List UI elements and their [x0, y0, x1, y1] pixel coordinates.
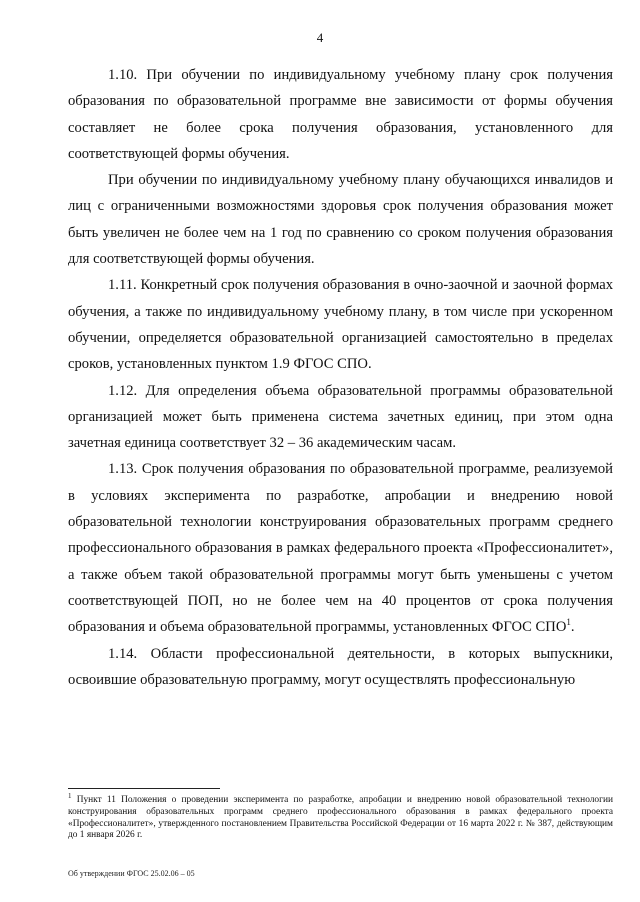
footnote-marker: 1: [68, 791, 72, 800]
paragraph-1-14: 1.14. Области профессиональной деятельности, в которых выпускники, освоившие образовательную программу, могут осуществлять профессиональную: [68, 645, 613, 688]
paragraph-1-10: 1.10. При обучении по индивидуальному учебному плану срок получения образования по образовательной программе вне зависимости от формы обучения составляет не более срока получения образования, установленного для соответствующей формы обучения.: [68, 67, 613, 162]
document-body: [68, 62, 613, 693]
footnote-text: Пункт 11 Положения о проведении эксперимента по разработке, апробации и внедрению новой образовательной технологии конструирования образовательных программ среднего профессионального образования в рамках федерального проекта «Профессионалитет», утвержденного постановлением Правительства Российской Федерации от 16 марта 2022 г. № 387, действующим до 1 января 2026 г.: [68, 795, 613, 841]
footnote: [68, 791, 613, 842]
paragraph-1-13-text: 1.13. Срок получения образования по образовательной программе, реализуемой в условиях эксперимента по разработке, апробации и внедрению новой образовательной технологии конструирования образовательных программ среднего профессионального образования в рамках федерального проекта «Профессионалитет», а также объем такой образовательной программы могут быть уменьшены с учетом соответствующей ПОП, но не более чем на 40 процентов от срока получения образования и объема образовательной программы, установленных ФГОС СПО: [68, 461, 613, 636]
paragraph-1-10-disabled: При обучении по индивидуальному учебному плану обучающихся инвалидов и лиц с ограниченными возможностями здоровья срок получения образования может быть увеличен не более чем на 1 год по сравнению со сроком получения образования для соответствующей формы обучения.: [68, 172, 613, 268]
paragraph-1-12: 1.12. Для определения объема образовательной программы образовательной организацией может быть применена система зачетных единиц, при этом одна зачетная единица соответствует 32 – 36 академическим часам.: [68, 382, 613, 452]
page-number: 4: [316, 30, 324, 45]
paragraph-1-13: 1.13. Срок получения образования по образовательной программе, реализуемой в условиях эксперимента по разработке, апробации и внедрению новой образовательной технологии конструирования образовательных программ среднего профессионального образования в рамках федерального проекта «Профессионалитет», а также объем такой образовательной программы могут быть уменьшены с учетом соответствующей ПОП, но не более чем на 40 процентов от срока получения образования и объема образовательной программы, установленных ФГОС СПО$^1$.: [68, 461, 613, 636]
document-footer: Об утверждении ФГОС 25.02.06 – 05: [68, 869, 195, 878]
footnote-separator: [68, 788, 220, 789]
paragraph-1-11: 1.11. Конкретный срок получения образования в очно-заочной и заочной формах обучения, а также по индивидуальному учебному плану, в том числе при ускоренном обучении, определяется образовательной организацией самостоятельно в пределах сроков, установленных пунктом 1.9 ФГОС СПО.: [68, 277, 613, 373]
footnote-reference[interactable]: 1: [566, 617, 571, 628]
